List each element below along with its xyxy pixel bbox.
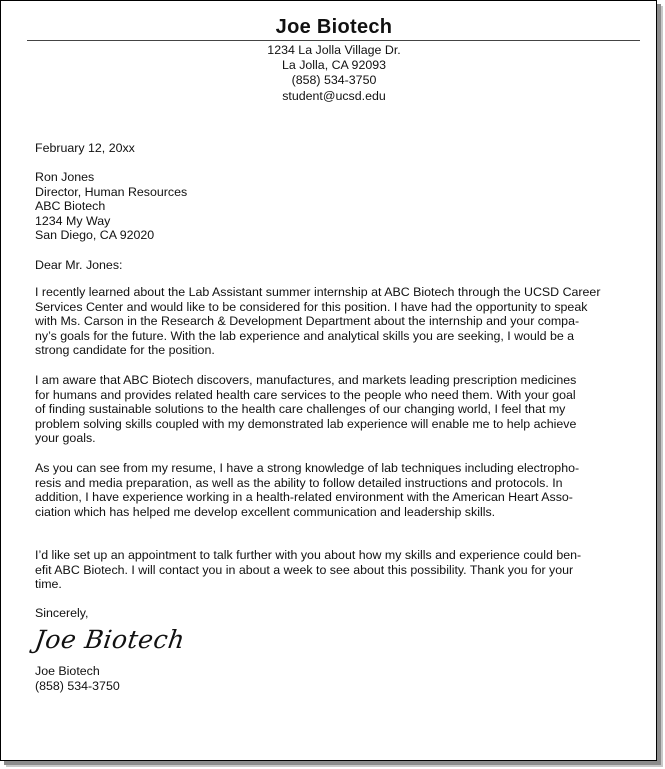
paragraph-1 [35, 285, 635, 358]
recipient-block [35, 170, 635, 243]
letterhead-address [25, 43, 643, 104]
recipient-title: Director, Human Resources [35, 184, 188, 199]
paragraph-2 [35, 373, 635, 446]
letterhead-phone: (858) 534-3750 [291, 73, 377, 88]
letterhead-name: Joe Biotech [275, 16, 393, 38]
paragraph-line: of finding sustainable solutions to the health care challenges of our changing world, I feel that my [35, 402, 566, 417]
paragraph-line: addition, I have experience working in a health-related environment with the American Heart Asso- [35, 490, 573, 505]
paragraph-line: efit ABC Biotech. I will contact you in about a week to see about this possibility. Thank you for your [35, 562, 574, 577]
paragraph-line: with Ms. Carson in the Research & Development Department about the internship and your compa- [35, 314, 580, 329]
paragraph-line: time. [35, 577, 62, 592]
letter-page [13, 15, 643, 693]
handwritten-signature: Joe Biotech [33, 625, 187, 654]
paragraph-line: As you can see from my resume, I have a strong knowledge of lab techniques including electropho- [35, 461, 580, 475]
signer-block [35, 664, 635, 694]
recipient-company: ABC Biotech [35, 199, 106, 214]
paragraph-line: your goals. [35, 431, 96, 446]
letterhead-divider [27, 40, 640, 41]
paragraph-3 [35, 461, 635, 519]
letter-date: February 12, 20xx [35, 141, 135, 155]
paragraph-line: resis and media preparation, as well as the ability to follow detailed instructions and protocols. In [35, 475, 563, 490]
letterhead-email: student@ucsd.edu [282, 88, 386, 103]
signer-name: Joe Biotech [35, 664, 100, 678]
paragraph-line: ciation which has helped me develop excellent communication and leadership skills. [35, 504, 496, 519]
paragraph-line: problem solving skills coupled with my demonstrated lab experience will enable me to help achieve [35, 416, 577, 431]
address-line-1: 1234 La Jolla Village Dr. [267, 43, 401, 57]
closing: Sincerely, [35, 606, 89, 620]
paragraph-line: I’d like set up an appointment to talk further with you about how my skills and experience could ben- [35, 548, 582, 562]
address-line-2: La Jolla, CA 92093 [281, 58, 387, 73]
paragraph-line: strong candidate for the position. [35, 343, 215, 358]
salutation: Dear Mr. Jones: [35, 258, 123, 272]
recipient-street: 1234 My Way [35, 213, 111, 228]
recipient-name: Ron Jones [35, 170, 95, 184]
paragraph-line: ny’s goals for the future. With the lab experience and analytical skills you are seeking, I would be a [35, 328, 575, 343]
paragraph-4 [35, 548, 635, 592]
signer-phone: (858) 534-3750 [35, 679, 120, 693]
paragraph-line: I am aware that ABC Biotech discovers, manufactures, and markets leading prescription medicines [35, 373, 577, 387]
paragraph-line: I recently learned about the Lab Assistant summer internship at ABC Biotech through the UCSD Career [35, 285, 601, 299]
paragraph-line: Services Center and would like to be considered for this position. I have had the opportunity to speak [35, 299, 588, 314]
paragraph-line: for humans and provides related health care services to the people who need them. With your goal [35, 387, 576, 402]
recipient-city: San Diego, CA 92020 [35, 228, 155, 243]
